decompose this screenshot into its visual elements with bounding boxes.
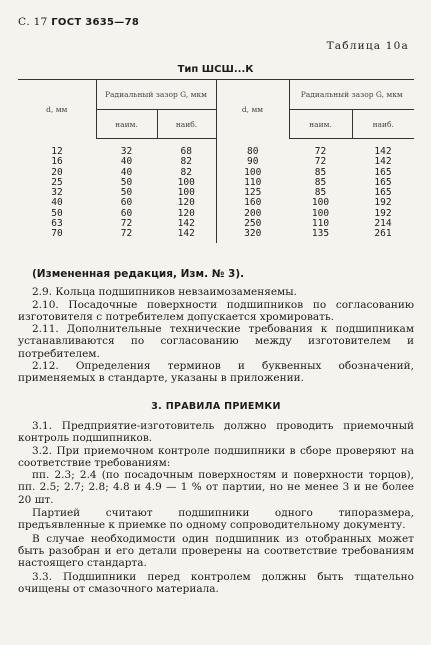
cell-d-right: 250	[216, 219, 289, 229]
clause-3-2-items: пп. 2.3; 2.4 (по посадочным поверхностям и поверхности торцов), пп. 2.5; 2.7; 2.8; 4.8 и 4.9 — 1 % от партии, но не менее 3 и не более 20 шт.	[18, 469, 414, 506]
cell-d-left: 12	[51, 145, 63, 157]
cell-d-right: 80	[216, 139, 289, 158]
clearance-table	[18, 79, 414, 243]
table-row	[18, 157, 414, 167]
min-header-left: наим.	[96, 110, 157, 139]
table-body	[18, 139, 414, 243]
cell-min-left: 60	[120, 207, 133, 219]
table-row	[18, 168, 414, 178]
cell-min-left: 32	[120, 146, 133, 157]
cell-d-right: 200	[216, 209, 289, 219]
cell-max-right: 165	[374, 166, 392, 178]
table-row	[18, 209, 414, 219]
cell-max-left: 82	[180, 166, 192, 178]
cell-max-left: 68	[180, 146, 192, 157]
max-header-right: наиб.	[352, 110, 414, 139]
cell-min-right: 85	[314, 187, 327, 199]
cell-max-right: 192	[374, 197, 392, 209]
cell-min-right: 72	[314, 156, 327, 168]
cell-max-right: 142	[374, 146, 392, 157]
cell-d-right: 90	[216, 157, 289, 167]
cell-max-right: 165	[374, 187, 392, 199]
clause-2-12: 2.12. Определения терминов и буквенных обозначений, применяемых в стандарте, указаны в приложении.	[18, 360, 414, 385]
cell-max-right: 192	[374, 207, 392, 219]
cell-max-left: 100	[177, 187, 195, 199]
table-title: Тип ШСШ...К	[177, 64, 254, 75]
cell-max-right: 214	[374, 218, 392, 230]
table-row	[18, 219, 414, 229]
min-header-right: наим.	[289, 110, 352, 139]
standard-number: ГОСТ 3635—78	[51, 17, 140, 28]
amendment-note: (Измененная редакция, Изм. № 3).	[32, 268, 245, 280]
cell-d-right: 100	[216, 168, 289, 178]
table-row	[18, 139, 414, 158]
clause-2-11: 2.11. Дополнительные технические требования к подшипникам устанавливаются по согласованию между изготовителем и потребителем.	[18, 323, 414, 360]
max-header-left: наиб.	[157, 110, 216, 139]
page-number: С. 17	[18, 16, 48, 28]
clause-2-10: 2.10. Посадочные поверхности подшипников по согласованию изготовителя с потребителем допускается хромировать.	[18, 298, 414, 323]
batch-definition: Партией считают подшипники одного типоразмера, предъявленные к приемке по одному сопроводительному документу.	[18, 507, 414, 532]
cell-min-left: 50	[120, 187, 133, 199]
cell-d-left: 32	[51, 187, 63, 199]
cell-min-left: 40	[120, 166, 133, 178]
cell-d-left: 20	[51, 166, 63, 178]
disassembly-note: В случае необходимости один подшипник из отобранных может быть разобран и его детали проверены на соответствие требованиям настоящего стандарта.	[18, 532, 414, 570]
cell-min-right: 85	[314, 176, 327, 188]
cell-min-left: 60	[120, 197, 133, 209]
cell-max-left: 82	[180, 156, 192, 168]
clause-3-3: 3.3. Подшипники перед контролем должны быть тщательно очищены от смазочного материала.	[18, 570, 414, 595]
clause-3-2: 3.2. При приемочном контроле подшипники в сборе проверяют на соответствие требованиям:	[18, 444, 414, 469]
cell-min-left: 72	[120, 228, 133, 240]
cell-d-left: 40	[51, 197, 63, 209]
table-row	[18, 178, 414, 188]
cell-max-left: 142	[177, 228, 195, 240]
cell-max-left: 120	[177, 197, 195, 209]
cell-min-right: 72	[314, 146, 327, 157]
cell-min-right: 135	[311, 228, 330, 240]
table-row	[18, 188, 414, 198]
cell-min-right: 100	[311, 197, 330, 209]
cell-d-right: 125	[216, 188, 289, 198]
cell-max-right: 165	[374, 176, 392, 188]
clearance-header-right: Радиальный зазор G, мкм	[289, 80, 414, 110]
body-text	[18, 268, 414, 595]
cell-max-left: 100	[177, 176, 195, 188]
cell-min-left: 72	[120, 218, 133, 230]
table-label: Таблица 10а	[326, 40, 409, 52]
cell-max-right: 142	[374, 156, 392, 168]
page-header	[18, 16, 139, 28]
clause-2-9: 2.9. Кольца подшипников невзаимозаменяемы.	[32, 286, 297, 299]
d-header-right: d, мм	[216, 80, 289, 139]
table-row	[18, 198, 414, 208]
section-heading: 3. ПРАВИЛА ПРИЕМКИ	[151, 400, 281, 412]
cell-max-left: 120	[177, 207, 195, 219]
cell-min-right: 110	[311, 218, 330, 230]
clearance-header-left: Радиальный зазор G, мкм	[96, 80, 216, 110]
cell-min-right: 100	[311, 207, 330, 219]
cell-d-left: 63	[51, 218, 63, 230]
clause-3-1: 3.1. Предприятие-изготовитель должно проводить приемочный контроль подшипников.	[18, 419, 414, 445]
cell-min-left: 40	[120, 156, 133, 168]
table-row	[18, 229, 414, 242]
cell-d-left: 70	[51, 228, 63, 240]
cell-min-left: 50	[120, 176, 133, 188]
cell-d-left: 16	[51, 156, 63, 168]
cell-min-right: 85	[314, 166, 327, 178]
cell-max-right: 261	[374, 228, 392, 240]
d-header-left: d, мм	[18, 80, 96, 139]
cell-d-right: 320	[216, 229, 289, 242]
cell-d-right: 160	[216, 198, 289, 208]
cell-d-right: 110	[216, 178, 289, 188]
cell-max-left: 142	[177, 218, 195, 230]
cell-d-left: 50	[51, 207, 63, 219]
cell-d-left: 25	[51, 176, 63, 188]
